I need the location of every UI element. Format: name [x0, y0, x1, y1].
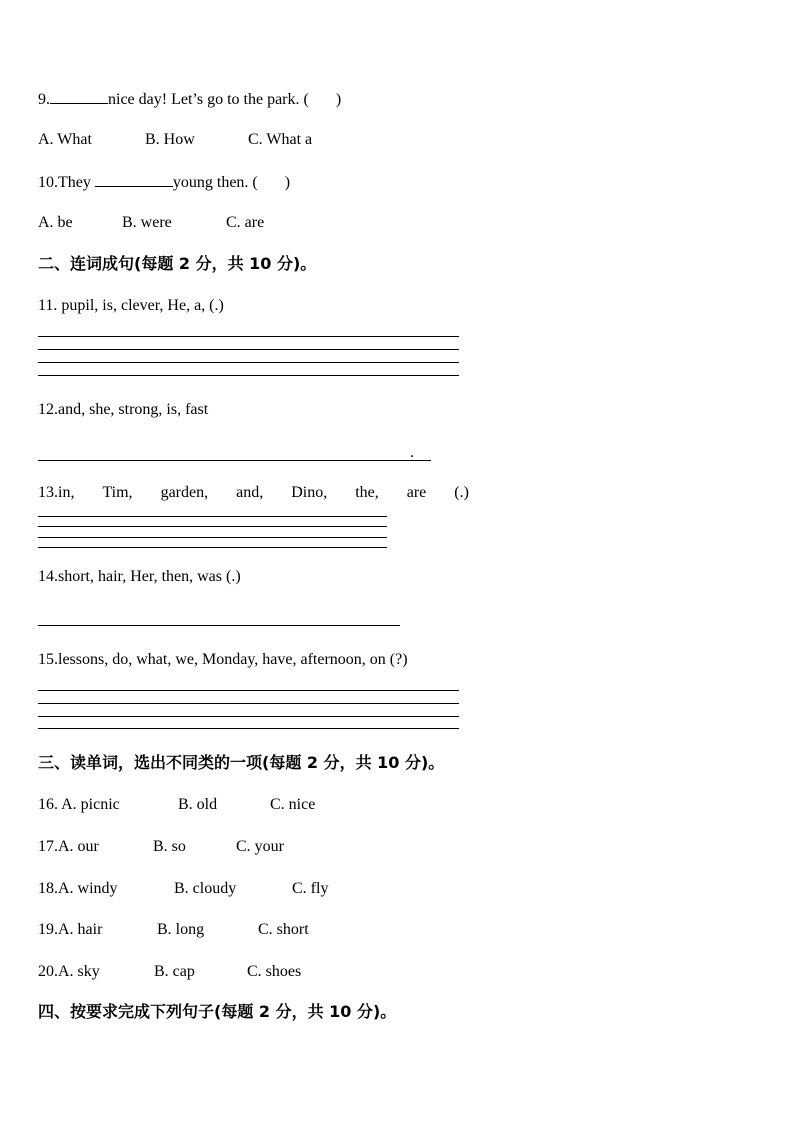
option-c: C. are: [226, 214, 265, 231]
question-9-text: nice day! Let’s go to the park. (: [108, 91, 309, 108]
option-a: 16. A. picnic: [38, 796, 120, 813]
word: Dino,: [291, 484, 328, 501]
word: garden,: [160, 484, 209, 501]
answer-line[interactable]: [38, 547, 387, 548]
close-paren: ): [335, 91, 342, 108]
question-10: [38, 171, 290, 193]
answer-line[interactable]: [38, 349, 459, 350]
option-b: B. so: [153, 838, 186, 855]
word: are: [406, 484, 427, 501]
option-c: C. short: [258, 921, 309, 938]
question-10-text: young then. (: [172, 174, 258, 191]
question-11: 11. pupil, is, clever, He, a, (.): [38, 297, 224, 314]
word: Tim,: [102, 484, 133, 501]
section-2-heading: 二、连词成句(每题 2 分，共 10 分)。: [38, 254, 317, 273]
option-b: B. old: [178, 796, 218, 813]
answer-line[interactable]: [38, 460, 431, 461]
option-c: C. nice: [270, 796, 316, 813]
word: (.): [454, 484, 469, 501]
option-a: 17.A. our: [38, 838, 99, 855]
question-15: 15.lessons, do, what, we, Monday, have, afternoon, on (?): [38, 651, 408, 668]
period-mark: .: [410, 444, 414, 461]
question-9: [38, 88, 341, 110]
answer-line[interactable]: [38, 690, 459, 691]
word: and,: [236, 484, 264, 501]
option-b: B. cloudy: [174, 880, 237, 897]
answer-line[interactable]: [38, 362, 459, 363]
option-b: B. How: [145, 131, 195, 148]
answer-line[interactable]: [38, 526, 387, 527]
question-10-number: 10.They: [38, 174, 95, 191]
option-c: C. shoes: [247, 963, 302, 980]
question-12: 12.and, she, strong, is, fast: [38, 401, 209, 418]
option-b: B. long: [157, 921, 205, 938]
close-paren: ): [284, 174, 291, 191]
option-a: A. be: [38, 214, 73, 231]
option-a: 19.A. hair: [38, 921, 103, 938]
question-13: [38, 483, 469, 503]
section-4-heading: 四、按要求完成下列句子(每题 2 分，共 10 分)。: [38, 1002, 397, 1021]
option-b: B. were: [122, 214, 172, 231]
answer-line[interactable]: [38, 625, 400, 626]
option-c: C. your: [236, 838, 284, 855]
answer-line[interactable]: [38, 703, 459, 704]
option-c: C. fly: [292, 880, 329, 897]
answer-blank[interactable]: [50, 88, 108, 104]
answer-line[interactable]: [38, 537, 387, 538]
option-c: C. What a: [248, 131, 313, 148]
option-a: 20.A. sky: [38, 963, 100, 980]
section-3-heading: 三、读单词，选出不同类的一项(每题 2 分，共 10 分)。: [38, 753, 445, 772]
word: the,: [355, 484, 379, 501]
answer-line[interactable]: [38, 728, 459, 729]
answer-line[interactable]: [38, 336, 459, 337]
question-14: 14.short, hair, Her, then, was (.): [38, 568, 241, 585]
answer-line[interactable]: [38, 716, 459, 717]
option-a: A. What: [38, 131, 92, 148]
answer-line[interactable]: [38, 516, 387, 517]
word: 13.in,: [38, 484, 75, 501]
question-9-number: 9.: [38, 91, 50, 108]
answer-blank[interactable]: [95, 171, 173, 187]
answer-line[interactable]: [38, 375, 459, 376]
option-a: 18.A. windy: [38, 880, 118, 897]
option-b: B. cap: [154, 963, 195, 980]
